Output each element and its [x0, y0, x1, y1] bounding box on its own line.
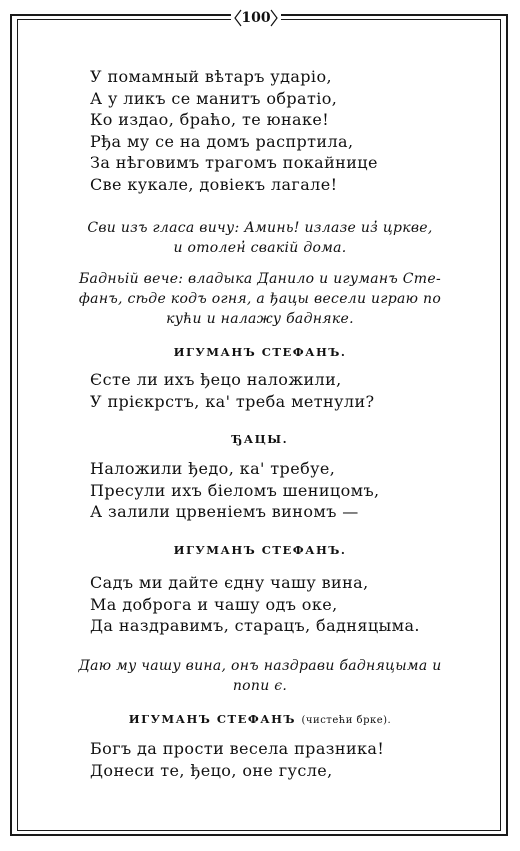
verse-line: А залили црвеніемъ виномъ — — [90, 502, 359, 521]
verse-block-2 — [90, 369, 375, 412]
verse-line: Да наздравимъ, старацъ, бадняцыма. — [90, 616, 420, 635]
verse-line: А у ликъ се манитъ обратіо, — [90, 88, 338, 108]
verse-line: У прієкрстъ, ка' треба метнули? — [90, 391, 375, 411]
stage-direction-2 — [40, 269, 480, 329]
speaker-heading-3: ИГУМАНЪ СТЕФАНЪ. — [173, 543, 347, 557]
verse-line: Ко издао, браћо, те юнаке! — [90, 110, 330, 129]
stage-direction-1 — [40, 218, 480, 258]
verse-line: За нѣговимъ трагомъ покайнице — [90, 153, 378, 172]
stage-line: кући и налажу бадняке. — [166, 311, 354, 327]
stage-line: Бадньій вече: владыка Данило и игуманъ Сте- — [78, 271, 442, 287]
verse-line: Єсте ли ихъ ђецо наложили, — [90, 370, 342, 389]
speaker-name: ИГУМАНЪ СТЕФАНЪ — [128, 712, 297, 726]
verse-line: Ма доброга и чашу одъ оке, — [90, 594, 338, 614]
speaker-note: (чистећи брке). — [301, 715, 392, 726]
verse-line: Све кукале, довіекъ лагале! — [90, 174, 338, 194]
speaker-heading-4 — [40, 712, 480, 726]
verse-block-1 — [90, 66, 378, 195]
stage-line: попи є. — [232, 678, 288, 694]
speaker-heading-1: ИГУМАНЪ СТЕФАНЪ. — [173, 345, 347, 359]
stage-line: и отолен̓ свакій дома. — [173, 240, 347, 256]
stage-line: Сви изъ гласа вичу: Аминь! излазе из̓ цркве, — [87, 220, 433, 236]
verse-block-3 — [90, 458, 380, 523]
verse-line: Наложили ђедо, ка' требуе, — [90, 459, 336, 478]
verse-block-4 — [90, 572, 420, 637]
page-number: 100 — [241, 10, 271, 26]
stage-line: фанъ, сѣде кодъ огня, а ђацы весели играю по — [78, 291, 442, 307]
verse-block-5 — [90, 738, 384, 781]
stage-direction-3 — [40, 656, 480, 696]
speaker-heading-2: ЂАЦЫ. — [231, 432, 289, 446]
verse-line: Донеси те, ђецо, оне гусле, — [90, 760, 333, 780]
verse-line: Богъ да прости весела празника! — [90, 739, 385, 758]
verse-line: Рђа му се на домъ распртила, — [90, 131, 354, 151]
verse-line: Пресули ихъ біеломъ шеницомъ, — [90, 480, 380, 500]
verse-line: У помамный вѣтаръ ударіо, — [90, 67, 332, 86]
stage-line: Даю му чашу вина, онъ наздрави бадняцыма и — [78, 658, 442, 674]
verse-line: Садъ ми дайте єдну чашу вина, — [90, 573, 369, 592]
